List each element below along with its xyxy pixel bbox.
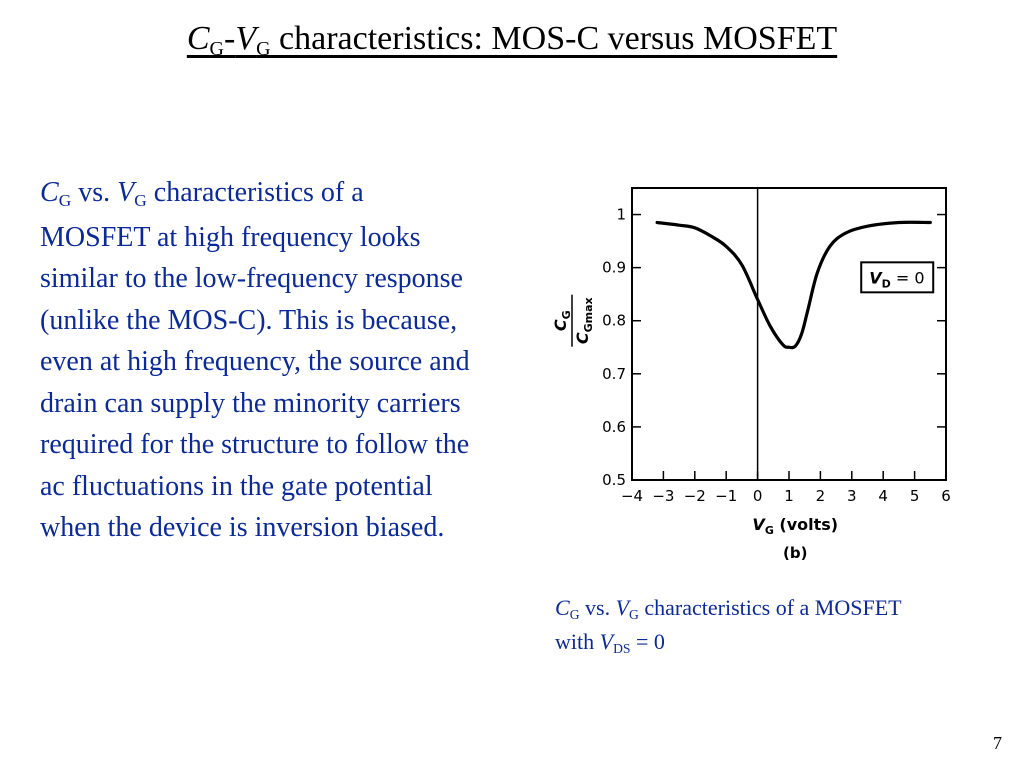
- vd-annotation-text: $V_D = 0$: [869, 268, 925, 291]
- x-tick-label: 5: [909, 487, 920, 505]
- x-tick-label: −3: [652, 487, 675, 505]
- x-tick-label: 0: [752, 487, 763, 505]
- caption-mid: characteristics of a MOSFET with: [555, 595, 902, 654]
- body-vs: vs.: [71, 177, 118, 208]
- y-tick-label: 0.6: [602, 417, 626, 436]
- body-v-symbol: V: [117, 177, 135, 208]
- page-number: 7: [993, 733, 1002, 753]
- x-tick-label: −2: [683, 487, 706, 505]
- x-tick-label: 1: [784, 487, 794, 505]
- body-paragraph: [40, 172, 470, 549]
- title-rest: characteristics: MOS-C versus MOSFET: [270, 20, 838, 57]
- title-v-subscript: G: [256, 38, 271, 60]
- x-tick-label: −1: [715, 487, 738, 505]
- caption-v-symbol: V: [615, 595, 630, 620]
- body-rest: characteristics of a MOSFET at high frequency looks similar to the low-frequency response (unlike the MOS-C). This is because, even at high frequency, the source and drain can supply the minority carriers required for the structure to follow the ac fluctuations in the gate potential when the device is inversion biased.: [40, 177, 470, 543]
- x-tick-label: 3: [847, 487, 857, 505]
- slide-title: [0, 20, 1024, 58]
- caption-v-subscript: G: [629, 606, 639, 622]
- y-tick-label: 0.5: [602, 471, 626, 489]
- caption-vds-subscript: DS: [613, 640, 631, 656]
- y-tick-label: 1: [616, 205, 626, 224]
- x-axis-label: $V_G$ (volts): [752, 515, 839, 537]
- slide-title-text: [186, 20, 838, 60]
- y-tick-label: 0.9: [602, 258, 626, 277]
- title-c-symbol: C: [186, 20, 210, 57]
- body-c-subscript: G: [58, 190, 72, 210]
- title-dash: -: [223, 20, 236, 57]
- caption-vds-symbol: V: [599, 629, 614, 654]
- x-tick-label: 2: [815, 487, 826, 505]
- y-label-denominator: $C_{Gmax}$: [573, 297, 595, 345]
- y-label-numerator: $C_G$: [551, 310, 573, 332]
- body-c-symbol: C: [40, 177, 59, 208]
- caption-end: = 0: [630, 629, 665, 654]
- figure-sublabel: (b): [783, 544, 808, 562]
- caption-c-subscript: G: [569, 606, 580, 622]
- y-tick-label: 0.7: [602, 364, 626, 383]
- caption-vs: vs.: [579, 595, 616, 620]
- figure-caption: [555, 592, 915, 660]
- cg-vg-chart: [540, 180, 960, 580]
- x-tick-label: 6: [941, 487, 951, 505]
- caption-c-symbol: C: [555, 595, 570, 620]
- y-axis-label: [551, 295, 595, 347]
- x-tick-label: 4: [878, 487, 888, 505]
- plot-area: [551, 188, 951, 562]
- y-tick-label: 0.8: [602, 311, 626, 330]
- plot-frame: [632, 188, 946, 480]
- title-v-symbol: V: [235, 20, 257, 57]
- body-v-subscript: G: [134, 190, 147, 210]
- x-tick-label: −4: [620, 487, 644, 505]
- title-c-subscript: G: [209, 38, 224, 60]
